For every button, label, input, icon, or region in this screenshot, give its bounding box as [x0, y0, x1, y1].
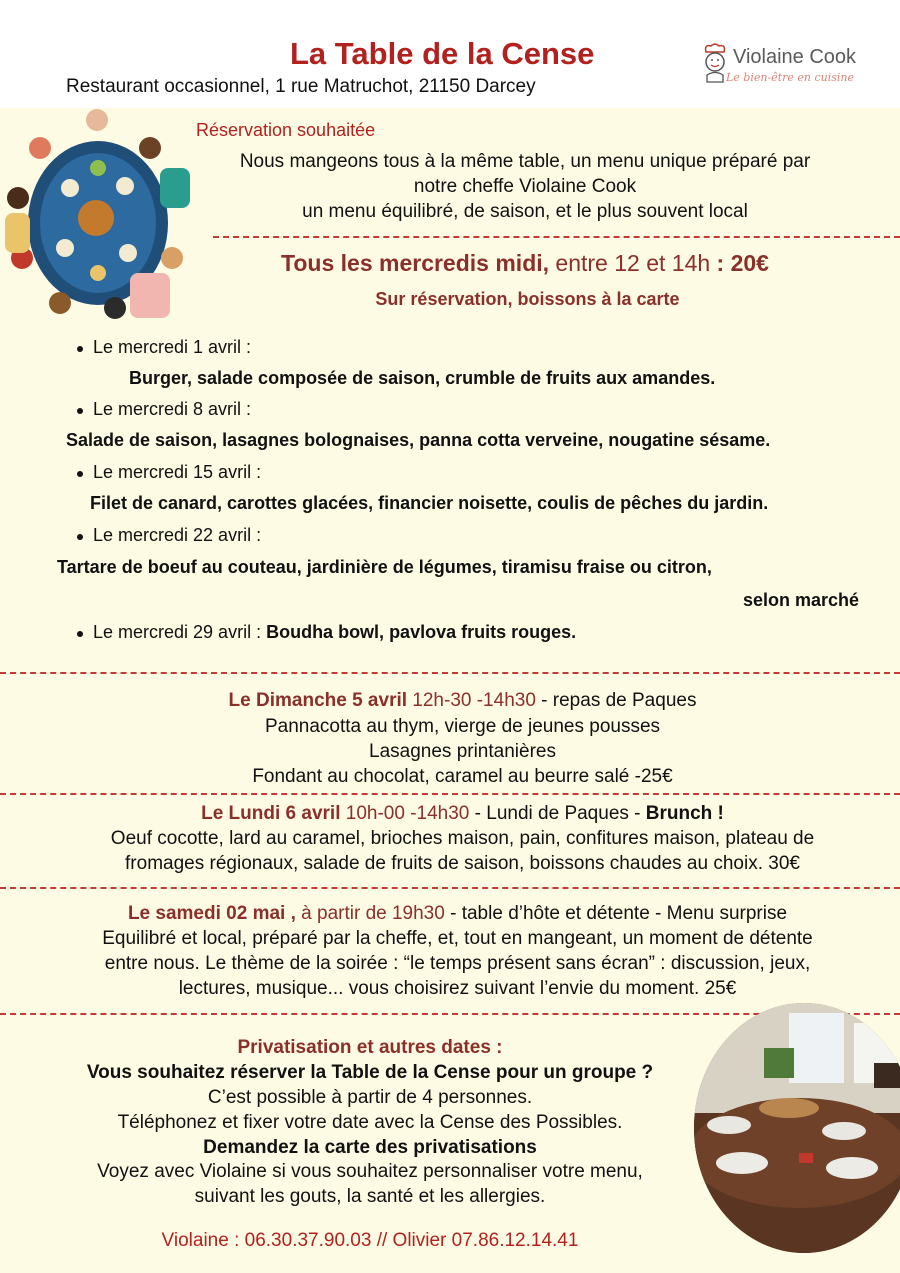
event-date: Le Lundi 6 avril: [201, 803, 341, 824]
bullet: [77, 471, 83, 477]
wednesday-menu: Tartare de boeuf au couteau, jardinière de légumes, tiramisu fraise ou citron,: [57, 557, 712, 577]
brunch-label: Brunch !: [645, 803, 724, 824]
bullet: [77, 346, 83, 352]
event-line: entre nous. Le thème de la soirée : “le temps présent sans écran” : discussion, jeux,: [104, 953, 811, 974]
wednesday-date: Le mercredi 8 avril :: [93, 399, 252, 419]
divider: [0, 672, 900, 674]
intro-line-3: un menu équilibré, de saison, et le plus souvent local: [302, 201, 748, 222]
violaine-cook-logo: [700, 42, 870, 87]
privatisation-line: Téléphonez et fixer votre date avec la Cense des Possibles.: [117, 1112, 623, 1133]
wednesday-menu: Boudha bowl, pavlova fruits rouges.: [266, 622, 577, 642]
wednesday-date: Le mercredi 1 avril :: [93, 337, 252, 357]
intro-line-2: notre cheffe Violaine Cook: [413, 176, 637, 197]
event-desc: - repas de Paques: [535, 690, 697, 711]
bullet: [77, 408, 83, 414]
intro-line-1: Nous mangeons tous à la même table, un menu unique préparé par: [239, 151, 811, 172]
wednesday-price: : 20€: [716, 250, 769, 276]
privatisation-line: Voyez avec Violaine si vous souhaitez personnaliser votre menu,: [97, 1161, 643, 1182]
privatisation-line: C’est possible à partir de 4 personnes.: [207, 1087, 533, 1108]
contact-phones: Violaine : 06.30.37.90.03 // Olivier 07.86.12.14.41: [161, 1230, 579, 1251]
wednesday-menu: Burger, salade composée de saison, crumble de fruits aux amandes.: [129, 368, 716, 388]
event-date: Le samedi 02 mai ,: [127, 903, 296, 924]
privatisation-line: suivant les gouts, la santé et les allergies.: [194, 1186, 546, 1207]
reservation-note: Réservation souhaitée: [196, 120, 376, 140]
wednesday-heading-hours: entre 12 et 14h: [549, 250, 717, 276]
wednesday-menu: Filet de canard, carottes glacées, financier noisette, coulis de pêches du jardin.: [90, 493, 769, 513]
divider: [0, 887, 900, 889]
easter-monday-heading: [0, 803, 900, 825]
event-desc: - table d’hôte et détente - Menu surprise: [444, 903, 788, 924]
logo-name: Violaine Cook: [733, 46, 857, 68]
privatisation-question: Vous souhaitez réserver la Table de la Cense pour un groupe ?: [86, 1062, 654, 1083]
event-line: Lasagnes printanières: [369, 741, 556, 762]
wednesday-date: Le mercredi 29 avril :: [93, 622, 267, 642]
wednesday-heading: [200, 250, 850, 277]
event-desc: - Lundi de Paques -: [469, 803, 646, 824]
event-line: Oeuf cocotte, lard au caramel, brioches maison, pain, confitures maison, plateau de: [110, 828, 815, 849]
shared-table-illustration: [0, 108, 205, 333]
wednesday-menu: Salade de saison, lasagnes bolognaises, panna cotta verveine, nougatine sésame.: [66, 430, 771, 450]
divider: [213, 236, 900, 238]
logo-tagline: Le bien-être en cuisine: [726, 71, 854, 84]
wednesday-date: Le mercredi 15 avril :: [93, 462, 262, 482]
event-line: Fondant au chocolat, caramel au beurre salé -25€: [252, 766, 673, 787]
wednesday-subheading: Sur réservation, boissons à la carte: [375, 289, 680, 309]
wednesday-heading-bold: Tous les mercredis midi,: [281, 250, 550, 276]
event-line: Pannacotta au thym, vierge de jeunes pousses: [264, 716, 661, 737]
event-line: lectures, musique... vous choisirez suivant l’envie du moment. 25€: [178, 978, 737, 999]
easter-sunday-heading: [0, 690, 900, 712]
divider: [0, 793, 900, 795]
bullet: [77, 631, 83, 637]
page-header: [0, 0, 900, 108]
page-title: La Table de la Cense: [290, 36, 595, 71]
bullet: [77, 534, 83, 540]
event-time: à partir de 19h30: [295, 903, 445, 924]
event-line: Equilibré et local, préparé par la cheffe, et, tout en mangeant, un moment de détente: [102, 928, 813, 949]
privatisation-title: Privatisation et autres dates :: [237, 1037, 503, 1058]
event-line: fromages régionaux, salade de fruits de saison, boissons chaudes au choix. 30€: [125, 853, 800, 874]
wednesday-item-last: [93, 622, 576, 643]
privatisation-line: Demandez la carte des privatisations: [203, 1137, 537, 1158]
saturday-heading: [0, 903, 900, 925]
event-date: Le Dimanche 5 avril: [228, 690, 408, 711]
dining-room-photo: [694, 1003, 900, 1253]
wednesday-menu-note: selon marché: [743, 590, 860, 610]
wednesday-date: Le mercredi 22 avril :: [93, 525, 262, 545]
dining-room-illustration: [694, 1003, 900, 1253]
event-time: 10h-00 -14h30: [340, 803, 470, 824]
restaurant-address: Restaurant occasionnel, 1 rue Matruchot, 21150 Darcey: [66, 76, 536, 97]
event-time: 12h-30 -14h30: [407, 690, 536, 711]
